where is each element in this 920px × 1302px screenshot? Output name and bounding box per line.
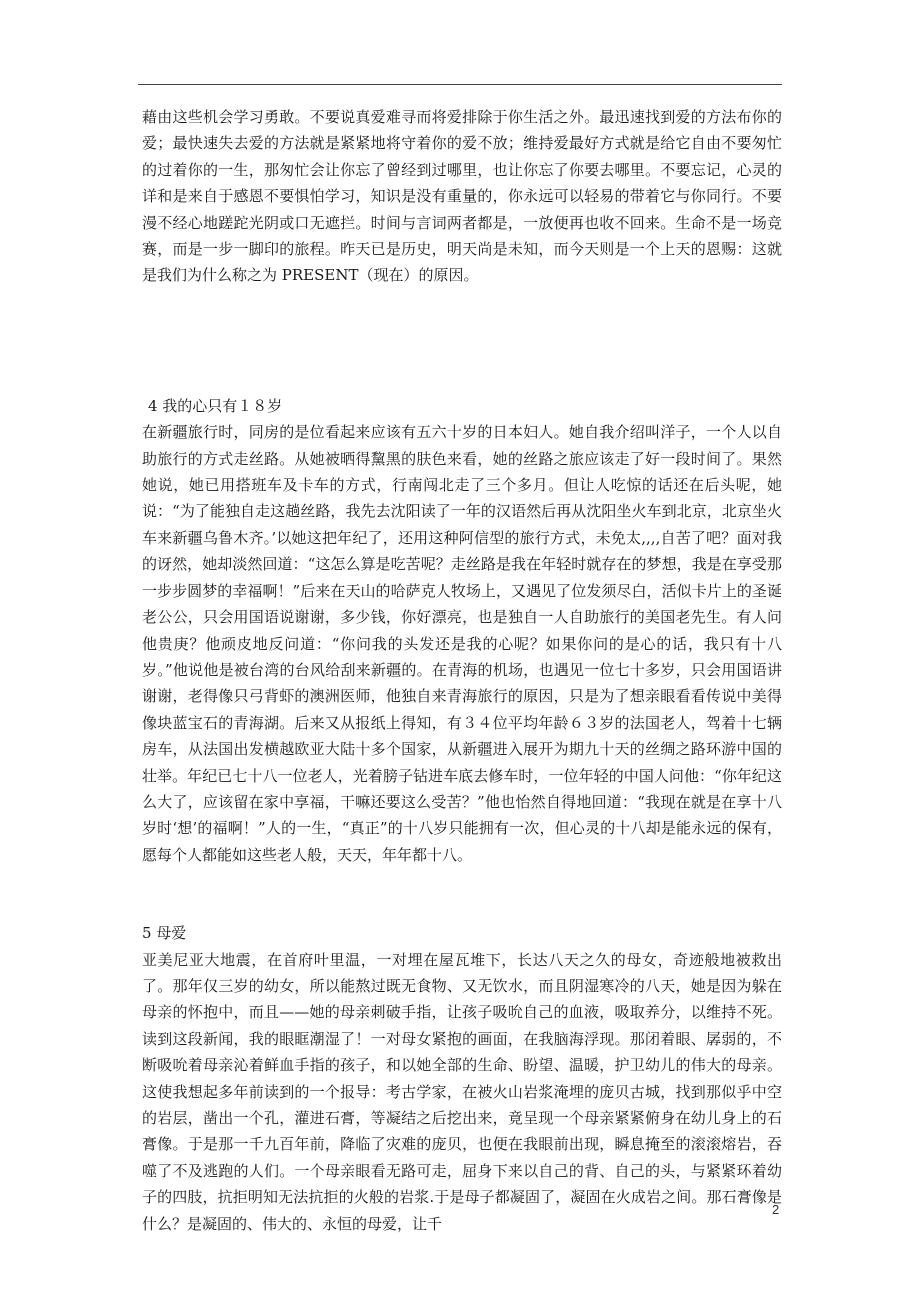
section-4-body: 在新疆旅行时，同房的是位看起来应该有五六十岁的日本妇人。她自我介绍叫洋子，一个人以自助旅行的方式走丝路。从她被晒得黧黑的肤色来看，她的丝路之旅应该走了好一段时间了。果然她说，她已用搭班车及卡车的方式，行南闯北走了三个多月。但让人吃惊的话还在后头呢，她说：“为了能独自走这趟丝路，我先去沈阳读了一年的汉语然后再从沈阳坐火车到北京，北京坐火车来新疆乌鲁木齐。’以她这把年纪了，还用这种阿信型的旅行方式，未免太,,,,自苦了吧？面对我的讶然，她却淡然回道：“这怎么算是吃苦呢？走丝路是我在年轻时就存在的梦想，我是在享受那一步步圆梦的幸福啊！”后来在天山的哈萨克人牧场上，又遇见了位发须尽白，活似卡片上的圣诞老公公，只会用国语说谢谢，多少钱，你好漂亮，也是独自一人自助旅行的美国老先生。有人问他贵庚？他顽皮地反问道：“你问我的头发还是我的心呢？如果你问的是心的话，我只有十八岁。”他说他是被台湾的台风给刮来新疆的。在青海的机场，也遇见一位七十多岁，只会用国语讲谢谢，老得像只弓背虾的澳洲医师，他独自来青海旅行的原因，只是为了想亲眼看看传说中美得像块蓝宝石的青海湖。后来又从报纸上得知，有３４位平均年龄６３岁的法国老人，驾着十七辆房车，从法国出发横越欧亚大陆十多个国家，从新疆进入展开为期九十天的丝绸之路环游中国的壮举。年纪已七十八一位老人，光着膀子钻进车底去修车时，一位年轻的中国人问他：“你年纪这么大了，应该留在家中享福，干嘛还要这么受苦？”他也怡然自得地回道：“我现在就是在享十八岁时‘想’的福啊！”人的一生，“真正”的十八岁只能拥有一次，但心灵的十八却是能永远的保有，愿每个人都能如这些老人般，天天，年年都十八。 — [142, 423, 782, 864]
intro-paragraph: 藉由这些机会学习勇敢。不要说真爱难寻而将爱排除于你生活之外。最迅速找到爱的方法布你的爱；最快速失去爱的方法就是紧紧地将守着你的爱不放；维持爱最好方式就是给它自由不要匆忙的过着你的一生，那匆忙会让你忘了曾经到过哪里，也让你忘了你要去哪里。不要忘记，心灵的详和是来自于感恩不要惧怕学习，知识是没有重量的，你永远可以轻易的带着它与你同行。不要漫不经心地蹉跎光阴或口无遮拦。时间与言词两者都是，一放便再也收不回来。生命不是一场竞赛，而是一步一脚印的旅程。昨天已是历史，明天尚是未知，而今天则是一个上天的恩赐：这就是我们为什么称之为 PRESENT（现在）的原因。 — [142, 108, 782, 285]
document-body — [142, 104, 782, 1237]
page-number: 2 — [772, 1202, 780, 1217]
section-spacer — [142, 868, 782, 920]
section-spacer — [142, 289, 782, 393]
header-rule — [138, 84, 782, 85]
section-5-title: 5 母爱 — [142, 924, 187, 943]
section-5-body: 亚美尼亚大地震，在首府叶里温，一对埋在屋瓦堆下，长达八天之久的母女，奇迹般地被救出了。那年仅三岁的幼女，所以能熬过既无食物、又无饮水，而且阴湿寒冷的八天，她是因为躲在母亲的怀抱中，而且——她的母亲刺破手指，让孩子吸吮自己的血液，吸取养分，以维持不死。读到这段新闻，我的眼眶潮湿了！一对母女紧抱的画面，在我脑海浮现。那闭着眼、孱弱的，不断吸吮着母亲沁着鲜血手指的孩子，和以她全部的生命、盼望、温暖，护卫幼儿的伟大的母亲。这使我想起多年前读到的一个报导：考古学家，在被火山岩浆淹埋的庞贝古城，找到那似乎中空的岩层，凿出一个孔，灌进石膏，等凝结之后挖出来，竟呈现一个母亲紧紧俯身在幼儿身上的石膏像。于是那一千九百年前，降临了灾难的庞贝，也便在我眼前出现，瞬息掩至的滚滚熔岩，吞噬了不及逃跑的人们。一个母亲眼看无路可走，屈身下来以自己的背、自己的头，与紧紧环着幼子的四肢，抗拒明知无法抗拒的火般的岩浆.于是母子都凝固了，凝固在火成岩之间。那石膏像是什么？是凝固的、伟大的、永恒的母爱，让千 — [142, 950, 782, 1233]
section-4-title: 4 我的心只有１８岁 — [148, 396, 283, 415]
